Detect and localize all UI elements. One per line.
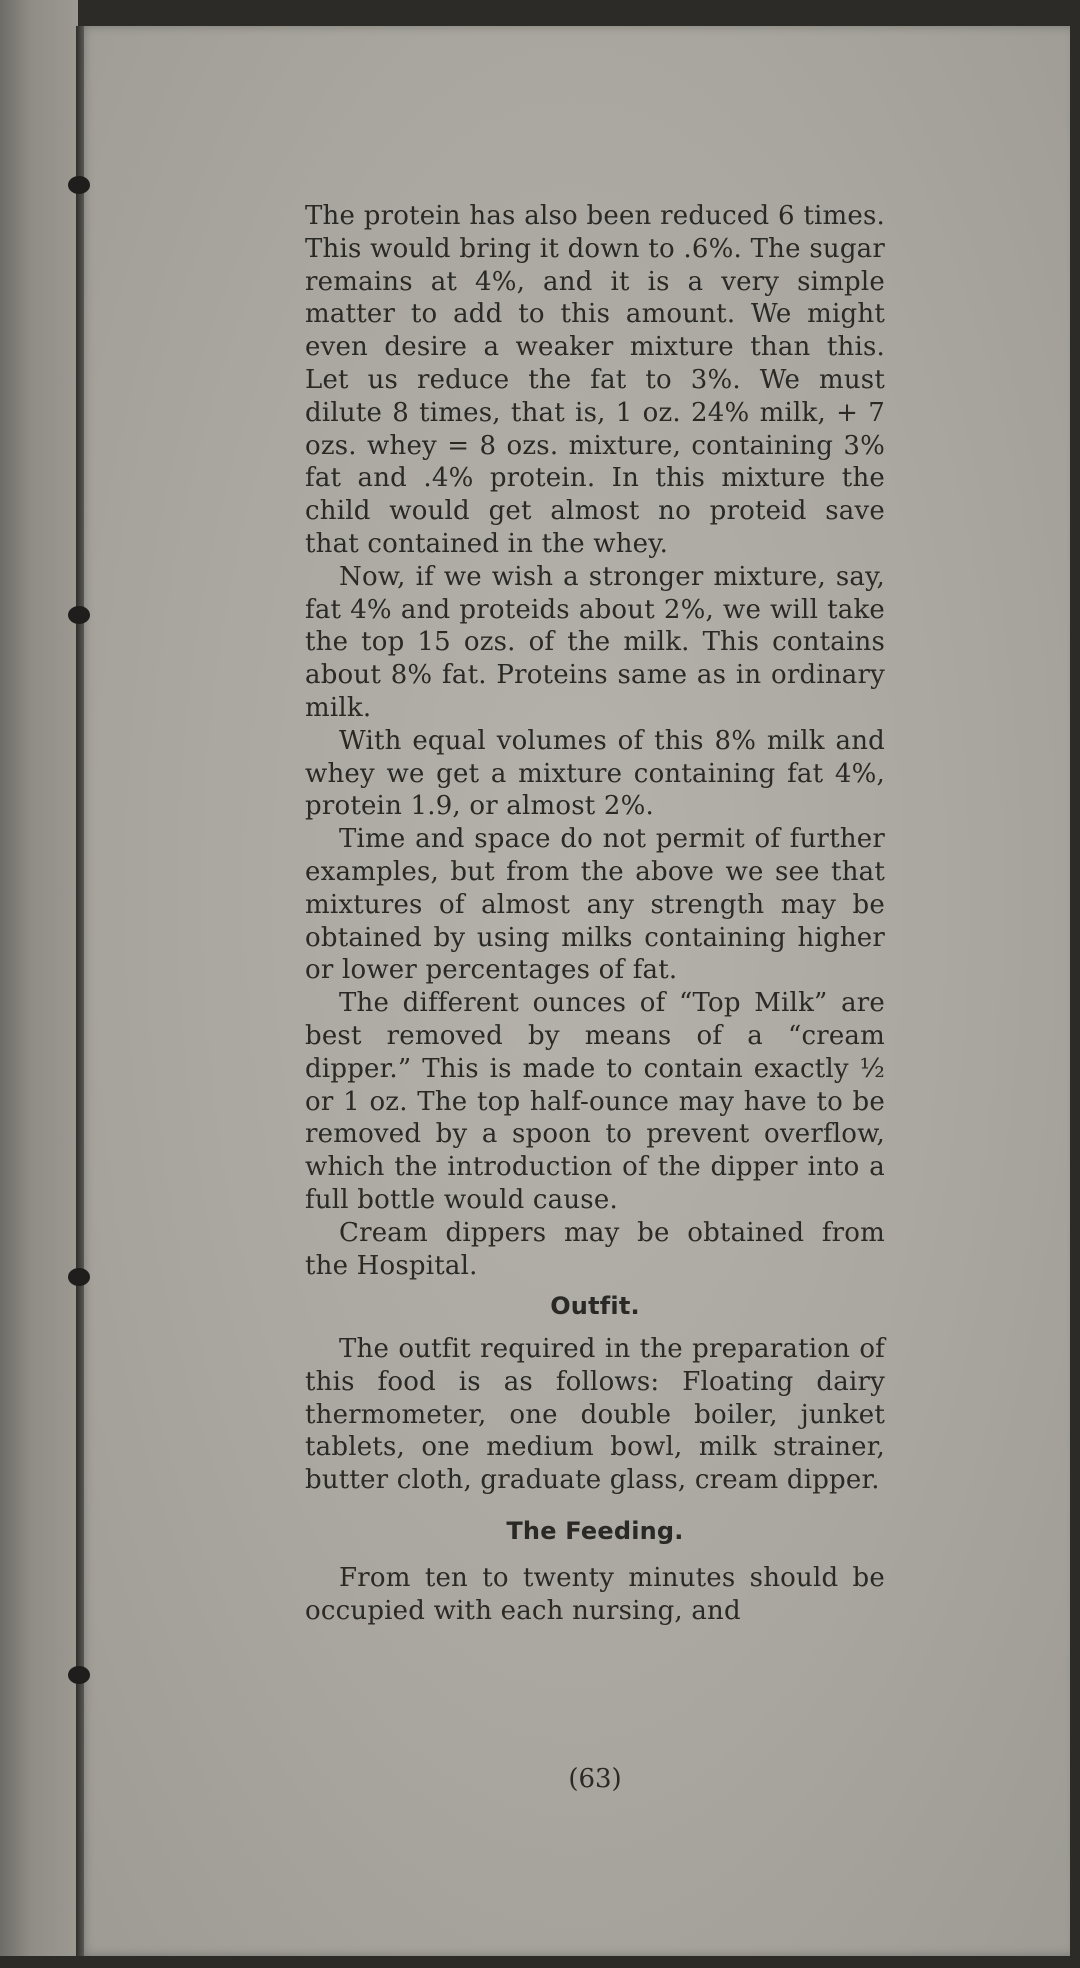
section-heading-outfit: Outfit. (550, 1292, 640, 1321)
page-number: (63) (568, 1764, 622, 1794)
paragraph: Now, if we wish a stronger mixture, say, fat 4% and proteids about 2%, we will take the top 15 ozs. of the milk. This contains about 8% fat. Proteins same as in ordinary milk. (305, 561, 885, 723)
paragraph: The outfit required in the preparation of this food is as follows: Floating dairy thermometer, one double boiler, junket tablets, one medium bowl, milk strainer, butter cloth, graduate glass, cream dipper. (305, 1334, 885, 1496)
paragraph: With equal volumes of this 8% milk and whey we get a mixture containing fat 4%, protein 1.9, or almost 2%. (305, 725, 885, 822)
binding-stitch (68, 1268, 90, 1286)
page-text (305, 200, 885, 1627)
bottom-edge (0, 1956, 1080, 1968)
binding-stitch (68, 176, 90, 194)
paragraph: Time and space do not permit of further examples, but from the above we see that mixtures of almost any strength may be obtained by using milks containing higher or lower percentages of fat. (305, 824, 885, 986)
right-edge (1070, 0, 1080, 1968)
section-heading-feeding: The Feeding. (506, 1517, 684, 1546)
top-edge (0, 0, 1080, 26)
paragraph: Cream dippers may be obtained from the Hospital. (305, 1217, 885, 1281)
paragraph: The different ounces of “Top Milk” are best removed by means of a “cream dipper.” This is made to contain exactly ½ or 1 oz. The top half-ounce may have to be removed by a spoon to prevent overflow, which the introduction of the dipper into a full bottle would cause. (305, 988, 885, 1215)
paragraph: The protein has also been reduced 6 times. This would bring it down to .6%. The sugar remains at 4%, and it is a very simple matter to add to this amount. We might even desire a weaker mixture than this. Let us reduce the fat to 3%. We must dilute 8 times, that is, 1 oz. 24% milk, + 7 ozs. whey = 8 ozs. mixture, containing 3% fat and .4% protein. In this mixture the child would get almost no proteid save that contained in the whey. (305, 201, 885, 559)
paragraph: From ten to twenty minutes should be occupied with each nursing, and (305, 1562, 885, 1626)
binding-stitch (68, 606, 90, 624)
binding-stitch (68, 1666, 90, 1684)
facing-page-edge (0, 0, 78, 1968)
